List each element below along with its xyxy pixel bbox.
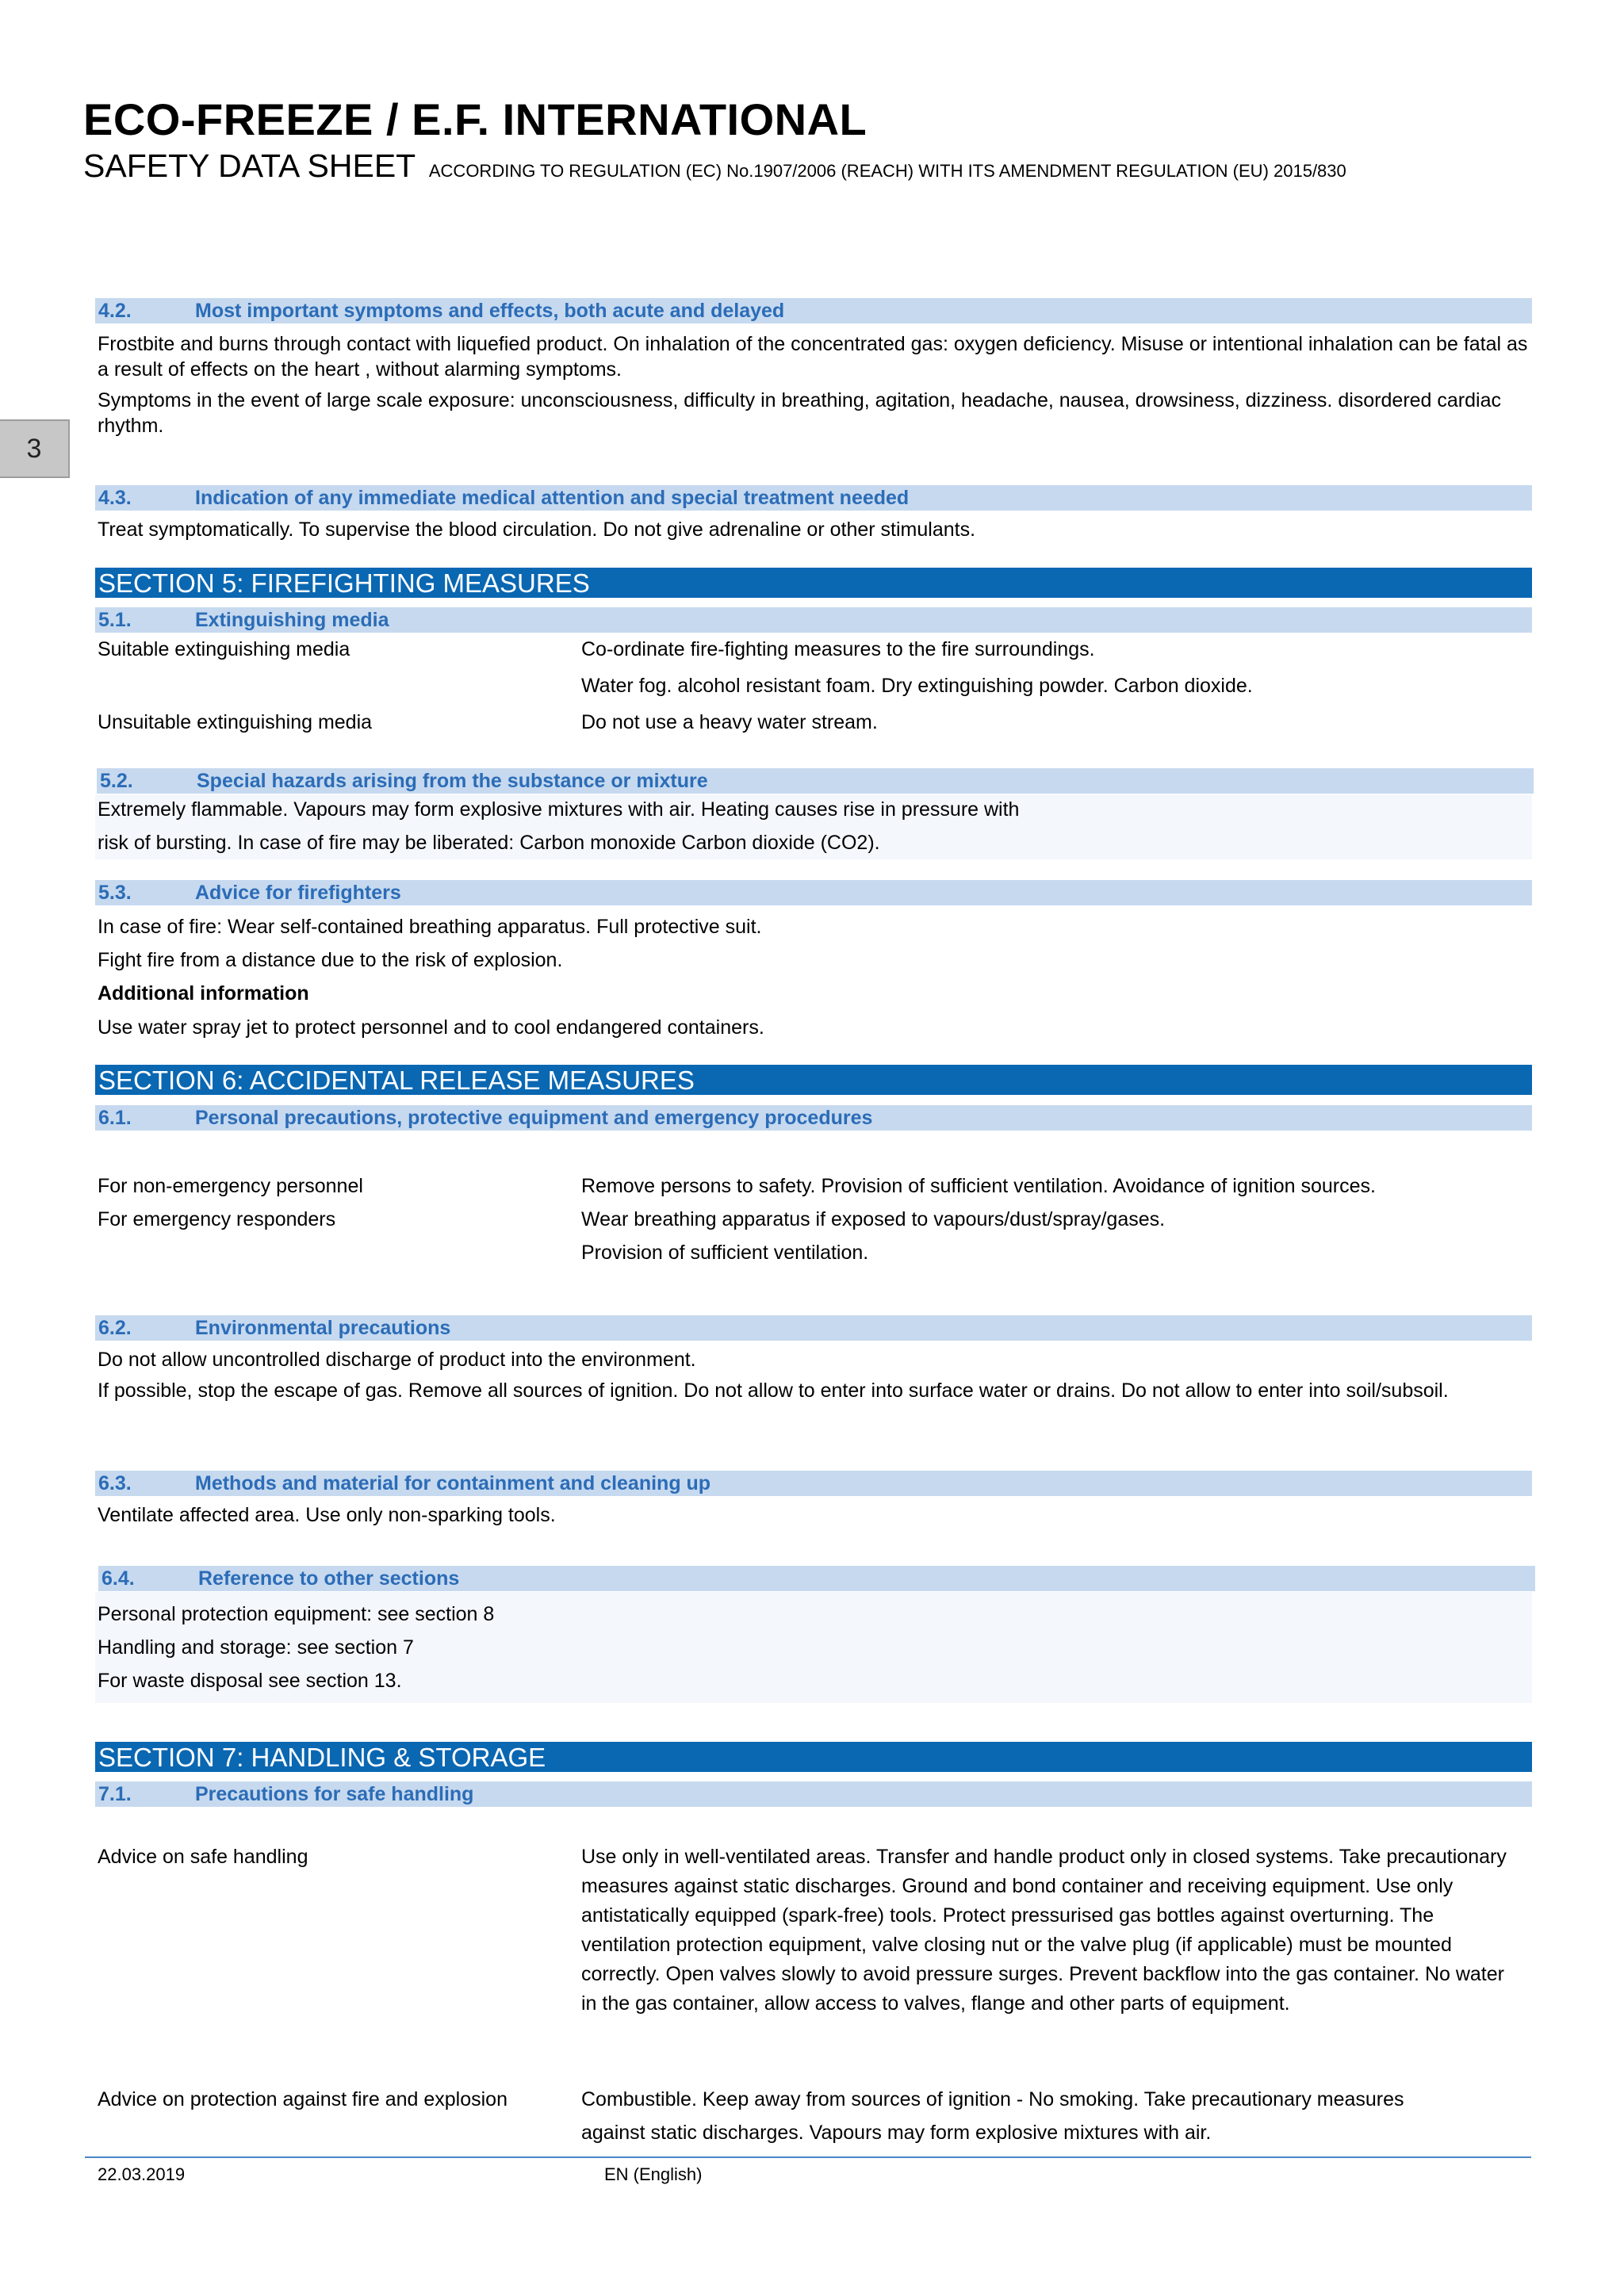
- field-value: Combustible. Keep away from sources of ignition - No smoking. Take precautionary measures: [581, 2088, 1404, 2110]
- additional-info-heading: Additional information: [98, 982, 309, 1004]
- paragraph: Frostbite and burns through contact with liquefied product. On inhalation of the concentrated gas: oxygen deficiency. Misuse or intentional inhalation can be fatal as a result of effects on the heart , without alarming symptoms.: [98, 333, 1528, 381]
- field-value: Use only in well-ventilated areas. Transfer and handle product only in closed systems. Take precautionary measures against static discharges. Ground and bond container and receiving equipment. Use only antistatically equipped (spark-free) tools. Protect pressurised gas bottles against overturning. The ventilation protection equipment, valve closing nut or the valve plug (if applicable) must be mounted correctly. Open valves slowly to avoid pressure surges. Prevent backflow into the gas container. No water in the gas container, allow access to valves, flange and other parts of equipment.: [581, 1846, 1507, 2015]
- subsection-title: Advice for firefighters: [195, 882, 401, 904]
- document-subtitle: [83, 147, 1346, 185]
- field-value: against static discharges. Vapours may form explosive mixtures with air.: [581, 2122, 1212, 2144]
- footer-language: EN (English): [604, 2164, 703, 2184]
- field-label: Unsuitable extinguishing media: [98, 711, 373, 733]
- paragraph: Extremely flammable. Vapours may form explosive mixtures with air. Heating causes rise in pressure with: [98, 798, 1020, 821]
- subsection-title: Precautions for safe handling: [195, 1783, 474, 1805]
- section-header-5: [95, 568, 1532, 598]
- subsection-number: 4.3.: [98, 487, 132, 509]
- subsection-number: 6.4.: [102, 1567, 135, 1590]
- paragraph: Treat symptomatically. To supervise the blood circulation. Do not give adrenaline or other stimulants.: [98, 519, 976, 541]
- subsection-title: Environmental precautions: [195, 1317, 451, 1339]
- section-title: SECTION 5: FIREFIGHTING MEASURES: [98, 568, 590, 598]
- subsection-number: 5.1.: [98, 609, 132, 631]
- subsection-header-6-1: [95, 1105, 1532, 1131]
- subsection-header-5-1: [95, 607, 1532, 633]
- subsection-number: 6.3.: [98, 1472, 132, 1494]
- subsection-title: Personal precautions, protective equipment and emergency procedures: [195, 1107, 873, 1129]
- subsection-number: 6.2.: [98, 1317, 132, 1339]
- paragraph: risk of bursting. In case of fire may be liberated: Carbon monoxide Carbon dioxide (CO2).: [98, 832, 880, 854]
- subsection-title: Extinguishing media: [195, 609, 389, 631]
- paragraph: For waste disposal see section 13.: [98, 1670, 402, 1692]
- subsection-header-4-3: [95, 485, 1532, 511]
- subsection-header-4-2: [95, 298, 1532, 323]
- paragraph: Symptoms in the event of large scale exposure: unconsciousness, difficulty in breathing, agitation, headache, nausea, drowsiness, dizziness. disordered cardiac rhythm.: [98, 389, 1501, 437]
- subsection-title: Special hazards arising from the substance or mixture: [197, 770, 708, 792]
- field-value: Do not use a heavy water stream.: [581, 711, 878, 733]
- footer-divider: [85, 2156, 1531, 2158]
- field-label: Advice on protection against fire and explosion: [98, 2088, 508, 2110]
- field-value: Wear breathing apparatus if exposed to vapours/dust/spray/gases.: [581, 1208, 1166, 1230]
- subsection-header-5-2: [97, 768, 1534, 794]
- subsection-title: Methods and material for containment and cleaning up: [195, 1472, 711, 1494]
- field-value: Co-ordinate fire-fighting measures to the fire surroundings.: [581, 638, 1095, 660]
- subsection-header-6-3: [95, 1471, 1532, 1496]
- regulation-note: ACCORDING TO REGULATION (EC) No.1907/2006 (REACH) WITH ITS AMENDMENT REGULATION (EU) 2015/830: [428, 161, 1346, 181]
- subsection-number: 4.2.: [98, 300, 132, 322]
- subsection-number: 7.1.: [98, 1783, 132, 1805]
- page-number-tab: 3: [0, 419, 70, 478]
- section-header-7: [95, 1742, 1532, 1772]
- subsection-header-5-3: [95, 880, 1532, 905]
- document-title: ECO-FREEZE / E.F. INTERNATIONAL: [83, 94, 868, 144]
- paragraph: Handling and storage: see section 7: [98, 1636, 414, 1659]
- paragraph: If possible, stop the escape of gas. Remove all sources of ignition. Do not allow to enter into surface water or drains. Do not allow to enter into soil/subsoil.: [98, 1380, 1449, 1402]
- field-label: Advice on safe handling: [98, 1846, 308, 1868]
- footer-date: 22.03.2019: [98, 2164, 186, 2184]
- field-label: For emergency responders: [98, 1208, 336, 1230]
- section-title: SECTION 6: ACCIDENTAL RELEASE MEASURES: [98, 1066, 695, 1095]
- field-label: Suitable extinguishing media: [98, 638, 350, 660]
- section-header-6: [95, 1065, 1532, 1095]
- paragraph: Use water spray jet to protect personnel and to cool endangered containers.: [98, 1016, 764, 1039]
- subsection-title: Reference to other sections: [198, 1567, 460, 1590]
- subsection-header-7-1: [95, 1781, 1532, 1807]
- field-label: For non-emergency personnel: [98, 1175, 363, 1197]
- sds-label: SAFETY DATA SHEET: [83, 147, 416, 184]
- subsection-header-6-2: [95, 1315, 1532, 1341]
- paragraph: Ventilate affected area. Use only non-sparking tools.: [98, 1504, 556, 1526]
- subsection-title: Indication of any immediate medical attention and special treatment needed: [195, 487, 910, 509]
- paragraph: Personal protection equipment: see section 8: [98, 1603, 495, 1625]
- paragraph: In case of fire: Wear self-contained breathing apparatus. Full protective suit.: [98, 916, 762, 938]
- field-value: Provision of sufficient ventilation.: [581, 1242, 869, 1264]
- paragraph: Fight fire from a distance due to the risk of explosion.: [98, 949, 563, 971]
- subsection-number: 5.3.: [98, 882, 132, 904]
- subsection-number: 5.2.: [100, 770, 133, 792]
- subsection-header-6-4: [98, 1566, 1535, 1591]
- field-value: Water fog. alcohol resistant foam. Dry extinguishing powder. Carbon dioxide.: [581, 675, 1253, 697]
- subsection-number: 6.1.: [98, 1107, 132, 1129]
- section-title: SECTION 7: HANDLING & STORAGE: [98, 1743, 546, 1772]
- field-value: Remove persons to safety. Provision of sufficient ventilation. Avoidance of ignition sources.: [581, 1175, 1376, 1197]
- paragraph: Do not allow uncontrolled discharge of product into the environment.: [98, 1349, 696, 1371]
- subsection-title: Most important symptoms and effects, both acute and delayed: [195, 300, 785, 322]
